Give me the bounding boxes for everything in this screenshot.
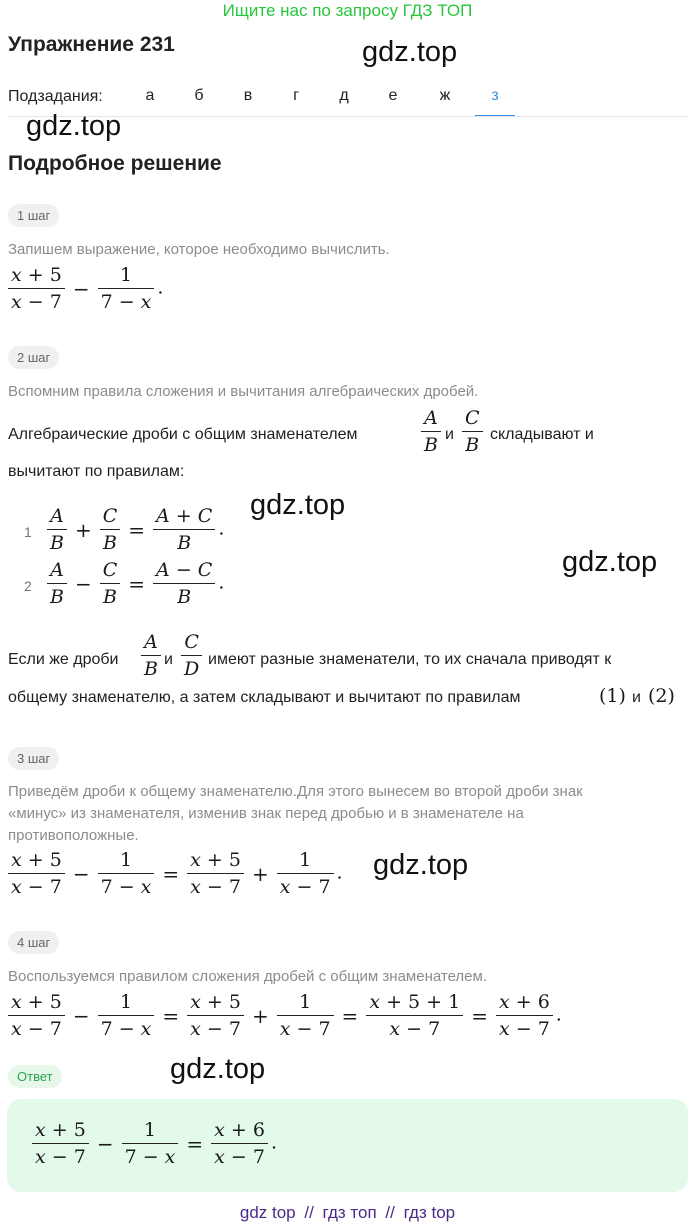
step-text: имеют разные знаменатели, то их сначала приводят к [208, 651, 612, 668]
step-hint: Вспомним правила сложения и вычитания алгебраических дробей. [8, 383, 479, 400]
fraction-c-d: $\frac{C}{D}$ [178, 629, 205, 682]
rule-number: 1 [24, 524, 32, 540]
watermark: gdz.top [26, 110, 122, 142]
rule-number: 2 [24, 578, 32, 594]
step-text: вычитают по правилам: [8, 463, 185, 480]
step-text: и [164, 651, 173, 668]
fraction-a-b: $\frac{A}{B}$ [138, 629, 164, 682]
subtasks-label: Подзадания: [8, 88, 103, 105]
watermark: gdz.top [562, 546, 658, 578]
tab-e[interactable]: е [388, 87, 398, 104]
watermark: gdz.top [170, 1053, 266, 1085]
step-badge: 3 шаг [8, 747, 59, 770]
step-text: общему знаменателю, а затем складывают и вычитают по правилам [8, 689, 521, 706]
step-hint: Приведём дроби к общему знаменателю.Для этого вынесем во второй дроби знак [8, 783, 583, 800]
step-text: Если же дроби [8, 651, 119, 668]
expression: $\frac{x + 5}{x - 7}$ − $\frac{1}{7 - x}$ . [5, 262, 163, 315]
fraction-c-b: $\frac{C}{B}$ [459, 405, 486, 458]
step-hint: «минус» из знаменателя, изменив знак перед дробью и в знаменателе на [8, 805, 524, 822]
footer-links [0, 1203, 695, 1223]
tab-zh[interactable]: ж [439, 87, 451, 104]
rule-subtraction: $\frac{A}{B}$ − $\frac{C}{B}$ = $\frac{A - C}{B}$ . [44, 557, 224, 610]
step-hint: Воспользуемся правилом сложения дробей с общим знаменателем. [8, 968, 487, 985]
footer-separator: // [385, 1203, 395, 1222]
tab-v[interactable]: в [243, 87, 253, 104]
tab-a[interactable]: а [145, 87, 155, 104]
watermark: gdz.top [373, 849, 469, 881]
tab-b[interactable]: б [194, 87, 204, 104]
tab-g[interactable]: г [293, 87, 299, 104]
solution-heading: Подробное решение [8, 152, 222, 175]
top-banner[interactable]: Ищите нас по запросу ГДЗ ТОП [222, 1, 473, 20]
step-badge: 2 шаг [8, 346, 59, 369]
fraction-a-b: $\frac{A}{B}$ [418, 405, 444, 458]
step-text: и [445, 426, 454, 443]
footer-link[interactable]: гдз top [403, 1203, 456, 1222]
tab-d[interactable]: д [339, 87, 349, 104]
expression: $\frac{x + 5}{x - 7}$ − $\frac{1}{7 - x}$ = $\frac{x + 5}{x - 7}$ + $\frac{1}{x - 7}$ = $\frac{x + 5 + 1}{x - 7}$ = $\frac{x + 6}{x - 7}$ . [5, 989, 562, 1042]
tab-z[interactable]: з [475, 87, 515, 117]
answer-expression: $\frac{x + 5}{x - 7}$ − $\frac{1}{7 - x}$ = $\frac{x + 6}{x - 7}$ . [29, 1117, 277, 1170]
step-text: Алгебраические дроби с общим знаменателем [8, 426, 358, 443]
watermark: gdz.top [362, 36, 458, 68]
footer-separator: // [304, 1203, 314, 1222]
footer-link[interactable]: гдз топ [322, 1203, 377, 1222]
step-hint: Запишем выражение, которое необходимо вычислить. [8, 241, 390, 258]
footer-link[interactable]: gdz top [239, 1203, 296, 1222]
watermark: gdz.top [250, 489, 346, 521]
step-hint: противоположные. [8, 827, 139, 844]
expression: $\frac{x + 5}{x - 7}$ − $\frac{1}{7 - x}$ = $\frac{x + 5}{x - 7}$ + $\frac{1}{x - 7}$ . [5, 847, 343, 900]
answer-label: Ответ [8, 1065, 62, 1088]
step-text: складывают и [490, 426, 594, 443]
rule-ref: (2) [648, 685, 675, 707]
page-title: Упражнение 231 [8, 33, 175, 56]
step-text: и [632, 689, 641, 706]
rule-ref: (1) [599, 685, 626, 707]
step-badge: 1 шаг [8, 204, 59, 227]
rule-addition: $\frac{A}{B}$ + $\frac{C}{B}$ = $\frac{A + C}{B}$ . [44, 503, 224, 556]
step-badge: 4 шаг [8, 931, 59, 954]
